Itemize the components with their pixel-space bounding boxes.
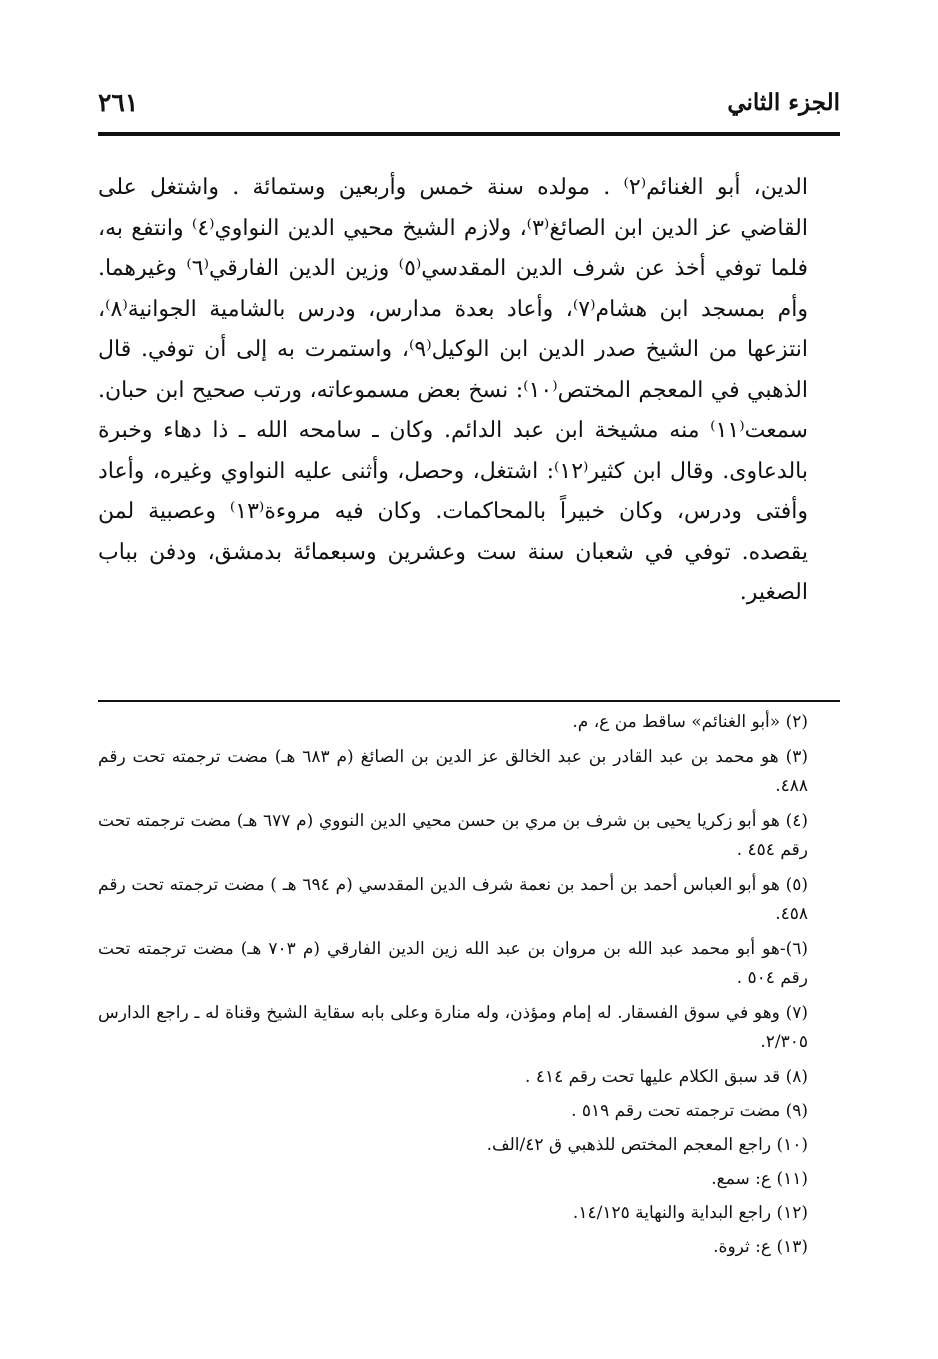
footnote-13: (١٣) ع: ثروة. bbox=[713, 1237, 808, 1257]
footnote-9: (٩) مضت ترجمته تحت رقم ٥١٩ . bbox=[571, 1101, 808, 1121]
footnote-7: (٧) وهو في سوق الفسقار. له إمام ومؤذن، وله منارة وعلى بابه سقاية الشيخ وقناة له ـ راجع الدارس ٢/٣٠٥. bbox=[98, 1003, 808, 1052]
footnote-12: (١٢) راجع البداية والنهاية ١٤/١٢٥. bbox=[572, 1203, 808, 1223]
footnote-6: (٦)-هو أبو محمد عبد الله بن مروان بن عبد الله زين الدين الفارقي (م ٧٠٣ هـ) مضت ترجمته تحت رقم ٥٠٤ . bbox=[98, 939, 808, 988]
running-title: الجزء الثاني bbox=[727, 88, 840, 116]
footnote-4: (٤) هو أبو زكريا يحيى بن شرف بن مري بن حسن محيي الدين النووي (م ٦٧٧ هـ) مضت ترجمته تحت رقم ٤٥٤ . bbox=[98, 811, 809, 860]
footnote-5: (٥) هو أبو العباس أحمد بن أحمد بن نعمة شرف الدين المقدسي (م ٦٩٤ هـ ) مضت ترجمته تحت رقم ٤٥٨. bbox=[98, 875, 808, 924]
main-paragraph: الدين، أبو الغنائم⁽٢⁾ . مولده سنة خمس وأربعين وستمائة . واشتغل على القاضي عز الدين ابن الصائغ⁽٣⁾، ولازم الشيخ محيي الدين النواوي⁽٤⁾ وانتفع به، فلما توفي أخذ عن شرف الدين المقدسي⁽٥⁾ وزين الدين الفارقي⁽٦⁾ وغيرهما. وأم بمسجد ابن هشام⁽٧⁾، وأعاد بعدة مدارس، ودرس بالشامية الجوانية⁽٨⁾، انتزعها من الشيخ صدر الدين ابن الوكيل⁽٩⁾، واستمرت به إلى أن توفي. قال الذهبي في المعجم المختص⁽١٠⁾: نسخ بعض مسموعاته، ورتب صحيح ابن حبان. سمعت⁽١١⁾ منه مشيخة ابن عبد الدائم. وكان ـ سامحه الله ـ ذا دهاء وخبرة بالدعاوى. وقال ابن كثير⁽١٢⁾: اشتغل، وحصل، وأثنى عليه النواوي وغيره، وأعاد وأفتى ودرس، وكان خبيراً بالمحاكمات. وكان فيه مروءة⁽١٣⁾ وعصبية لمن يقصده. توفي في شعبان سنة ست وعشرين وسبعمائة بدمشق، ودفن بباب الصغير. bbox=[98, 175, 809, 605]
main-text bbox=[98, 168, 808, 614]
footnote-rule bbox=[98, 700, 840, 702]
footnote-3: (٣) هو محمد بن عبد القادر بن عبد الخالق عز الدين بن الصائغ (م ٦٨٣ هـ) مضت ترجمته تحت رقم ٤٨٨. bbox=[98, 747, 808, 796]
header-rule bbox=[98, 132, 840, 136]
footnote-2: (٢) «أبو الغنائم» ساقط من ع، م. bbox=[572, 712, 808, 732]
footnote-8: (٨) قد سبق الكلام عليها تحت رقم ٤١٤ . bbox=[525, 1067, 808, 1087]
running-head bbox=[98, 82, 840, 122]
footnote-11: (١١) ع: سمع. bbox=[711, 1169, 808, 1189]
page-number: ٢٦١ bbox=[98, 87, 139, 117]
footnotes-list bbox=[98, 708, 808, 1267]
footnote-10: (١٠) راجع المعجم المختص للذهبي ق ٤٢/الف. bbox=[486, 1135, 808, 1155]
